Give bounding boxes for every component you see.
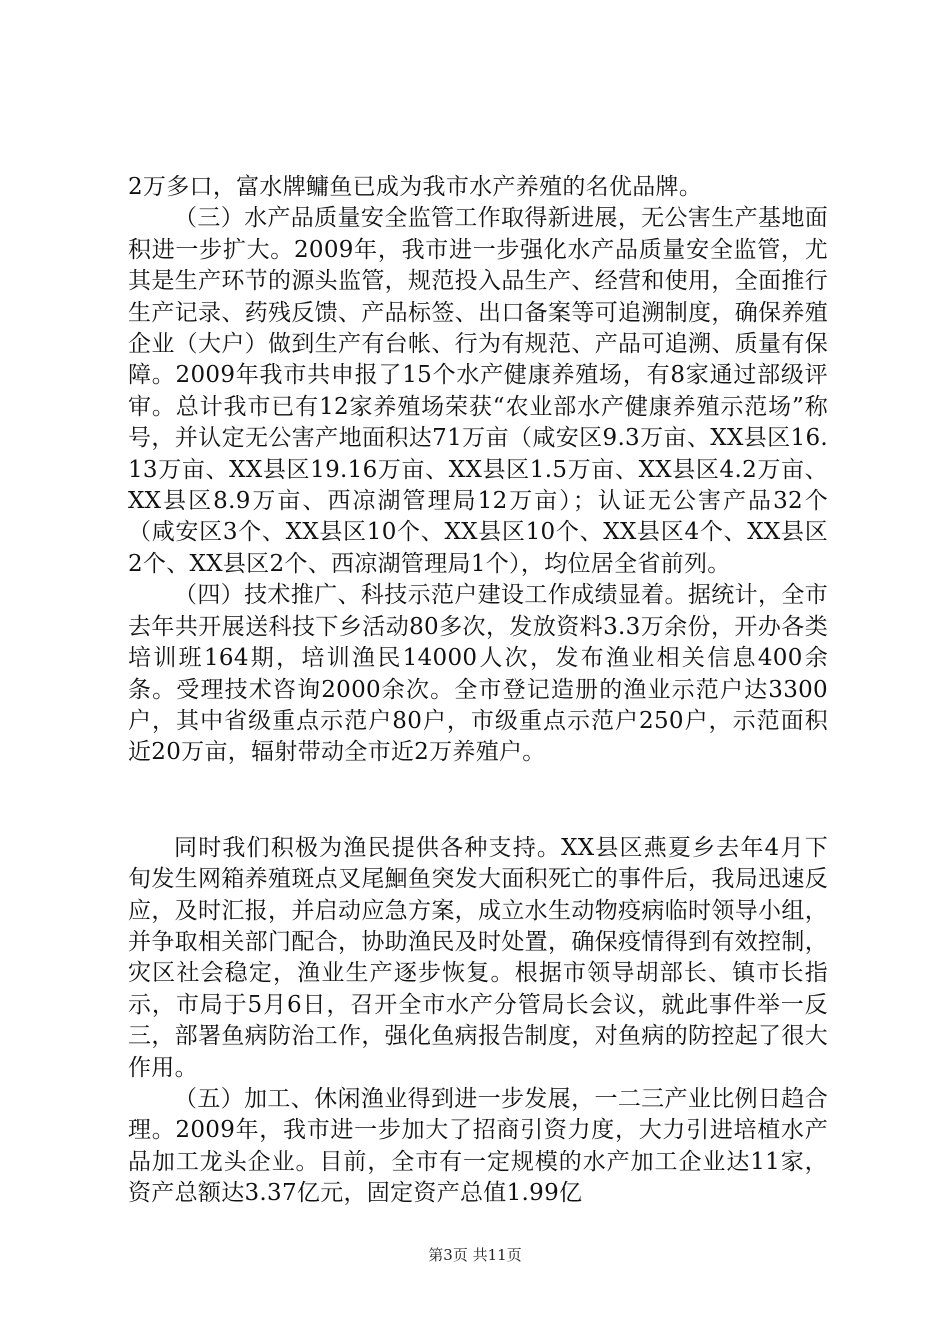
paragraph-section-three: （三）水产品质量安全监管工作取得新进展，无公害生产基地面积进一步扩大。2009年，我市进一步强化水产品质量安全监管，尤其是生产环节的源头监管，规范投入品生产、经营和使用，全面推行生产记录、药残反馈、产品标签、出口备案等可追溯制度，确保养殖企业（大户）做到生产有台帐、行为有规范、产品可追溯、质量有保障。2009年我市共申报了15个水产健康养殖场，有8家通过部级评审。总计我市已有12家养殖场荣获“农业部水产健康养殖示范场”称号，并认定无公害产地面积达71万亩（咸安区9.3万亩、XX县区16.13万亩、XX县区19.16万亩、XX县区1.5万亩、XX县区4.2万亩、XX县区8.9万亩、西凉湖管理局12万亩）；认证无公害产品32个（咸安区3个、XX县区10个、XX县区10个、XX县区4个、XX县区2个、XX县区2个、西凉湖管理局1个），均位居全省前列。: [128, 205, 828, 577]
paragraph-spacer: [128, 769, 828, 833]
page-footer: 第3页 共11页: [428, 1246, 522, 1264]
paragraph-support: 同时我们积极为渔民提供各种支持。XX县区燕夏乡去年4月下旬发生网箱养殖斑点叉尾鮰鱼突发大面积死亡的事件后，我局迅速反应，及时汇报，并启动应急方案，成立水生动物疫病临时领导小组，并争取相关部门配合，协助渔民及时处置，确保疫情得到有效控制，灾区社会稳定，渔业生产逐步恢复。根据市领导胡部长、镇市长指示，市局于5月6日，召开全市水产分管局长会议，就此事件举一反三，部署鱼病防治工作，强化鱼病报告制度，对鱼病的防控起了很大作用。: [128, 834, 828, 1081]
document-body: [128, 172, 828, 1210]
paragraph-section-five: （五）加工、休闲渔业得到进一步发展，一二三产业比例日趋合理。2009年，我市进一步加大了招商引资力度，大力引进培植水产品加工龙头企业。目前，全市有一定规模的水产加工企业达11家，资产总额达3.37亿元，固定资产总值1.99亿: [128, 1085, 828, 1207]
paragraph-continuation: 2万多口，富水牌鳙鱼已成为我市水产养殖的名优品牌。: [128, 174, 703, 200]
paragraph-section-four: （四）技术推广、科技示范户建设工作成绩显着。据统计，全市去年共开展送科技下乡活动80多次，发放资料3.3万余份，开办各类培训班164期，培训渔民14000人次，发布渔业相关信息400余条。受理技术咨询2000余次。全市登记造册的渔业示范户达3300户，其中省级重点示范户80户，市级重点示范户250户，示范面积近20万亩，辐射带动全市近2万养殖户。: [128, 582, 828, 766]
